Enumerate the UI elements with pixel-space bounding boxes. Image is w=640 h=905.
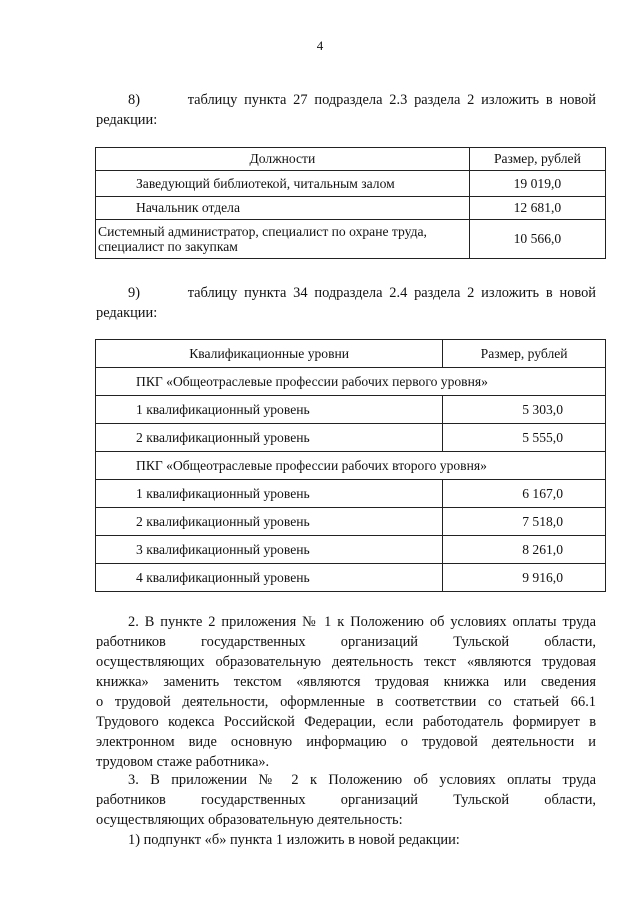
table-row: [96, 171, 606, 197]
group-row: [96, 368, 606, 396]
group-title: ПКГ «Общеотраслевые профессии рабочих первого уровня»: [96, 368, 606, 396]
position-cell: Начальник отдела: [96, 197, 470, 220]
group-title: ПКГ «Общеотраслевые профессии рабочих второго уровня»: [96, 452, 606, 480]
paragraph-2: [96, 612, 596, 772]
position-cell: Заведующий библиотекой, читальным залом: [96, 171, 470, 197]
paragraph-3-line: 3. В приложении № 2 к Положению об условиях оплаты труда: [128, 772, 596, 788]
amount-cell: 19 019,0: [469, 171, 605, 197]
item-9-line-2: редакции:: [96, 305, 158, 321]
paragraph-2-line: о трудовой деятельности, оформленные в соответствии со статьей 66.1: [96, 694, 596, 710]
table-row: [96, 564, 606, 592]
paragraph-3-line: осуществляющих образовательную деятельность:: [96, 812, 403, 828]
table-row: [96, 508, 606, 536]
positions-salary-table: [95, 147, 606, 259]
table-row: [96, 480, 606, 508]
paragraph-3: [96, 770, 596, 850]
paragraph-2-line: осуществляющих образовательную деятельность текст «являются трудовая: [96, 654, 596, 670]
position-cell: Системный администратор, специалист по охране труда, специалист по закупкам: [96, 220, 470, 259]
level-cell: 1 квалификационный уровень: [96, 396, 443, 424]
table-row: [96, 396, 606, 424]
paragraph-2-line: электронном виде основную информацию о трудовой деятельности и: [96, 734, 596, 750]
level-cell: 1 квалификационный уровень: [96, 480, 443, 508]
table-row: [96, 424, 606, 452]
item-9-paragraph: [96, 283, 596, 323]
table-row: [96, 536, 606, 564]
amount-cell: 6 167,0: [443, 480, 606, 508]
table-row: [96, 197, 606, 220]
paragraph-2-line: книжка» заменить текстом «являются трудовая книжка или сведения: [96, 674, 596, 690]
item-8-line-2: редакции:: [96, 112, 158, 128]
amount-cell: 5 555,0: [443, 424, 606, 452]
table-header-levels: Квалификационные уровни: [96, 340, 443, 368]
item-9-line-1: 9) таблицу пункта 34 подраздела 2.4 раздела 2 изложить в новой: [128, 285, 596, 301]
paragraph-2-line: Трудового кодекса Российской Федерации, если работодатель формирует в: [96, 714, 596, 730]
amount-cell: 10 566,0: [469, 220, 605, 259]
paragraph-2-line: трудовом стаже работника».: [96, 754, 270, 770]
amount-cell: 12 681,0: [469, 197, 605, 220]
page-number: 4: [316, 38, 324, 53]
item-8-paragraph: [96, 90, 596, 130]
table-header-salary: Размер, рублей: [443, 340, 606, 368]
table-header-positions: Должности: [96, 148, 470, 171]
amount-cell: 8 261,0: [443, 536, 606, 564]
group-row: [96, 452, 606, 480]
level-cell: 2 квалификационный уровень: [96, 508, 443, 536]
level-cell: 2 квалификационный уровень: [96, 424, 443, 452]
paragraph-2-line: 2. В пункте 2 приложения № 1 к Положению об условиях оплаты труда: [128, 614, 596, 630]
amount-cell: 5 303,0: [443, 396, 606, 424]
paragraph-3-line: работников государственных организаций Тульской области,: [96, 792, 596, 808]
amount-cell: 7 518,0: [443, 508, 606, 536]
level-cell: 3 квалификационный уровень: [96, 536, 443, 564]
amount-cell: 9 916,0: [443, 564, 606, 592]
item-8-line-1: 8) таблицу пункта 27 подраздела 2.3 раздела 2 изложить в новой: [128, 92, 596, 108]
subitem-1-line: 1) подпункт «б» пункта 1 изложить в новой редакции:: [128, 832, 460, 848]
qualification-levels-table: [95, 339, 606, 592]
table-row: [96, 220, 606, 259]
level-cell: 4 квалификационный уровень: [96, 564, 443, 592]
table-header-salary: Размер, рублей: [469, 148, 605, 171]
paragraph-2-line: работников государственных организаций Тульской области,: [96, 634, 596, 650]
